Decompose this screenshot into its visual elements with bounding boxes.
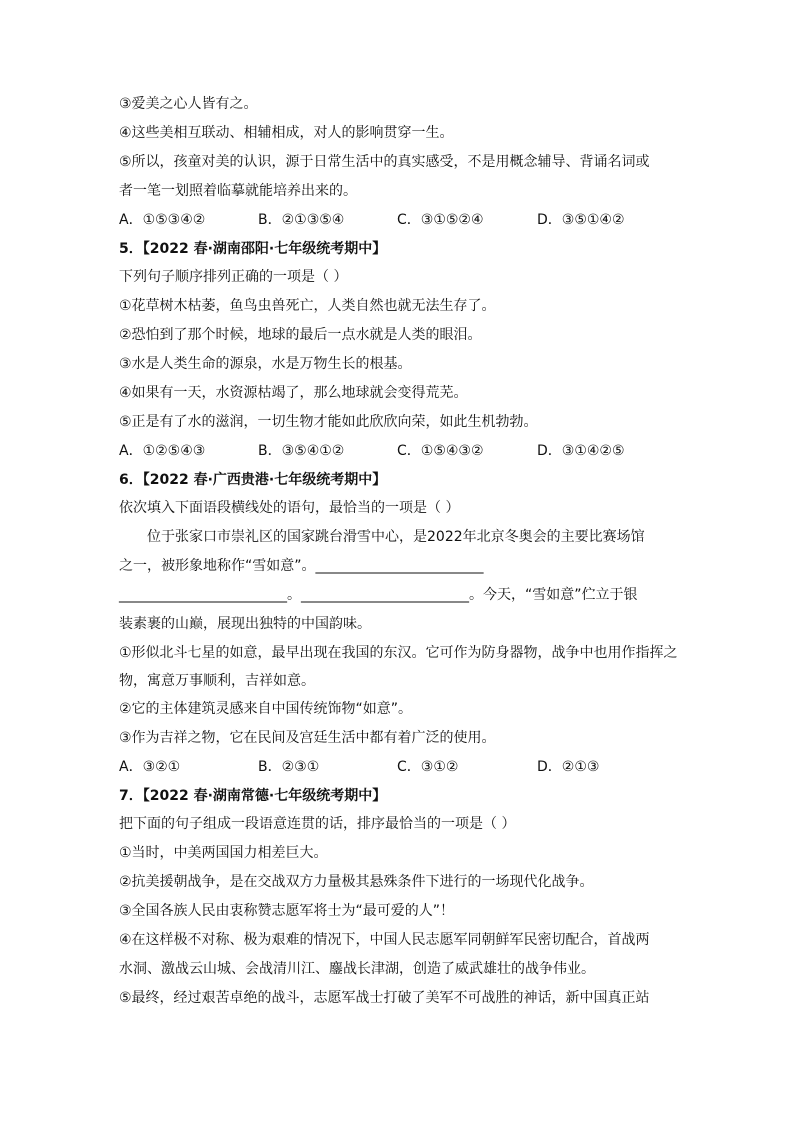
q6-option-a[interactable]: A．③②①	[119, 759, 181, 775]
q5-option-d[interactable]: D．③①④②⑤	[537, 443, 625, 459]
q5-sentence-5: ⑤正是有了水的滋润，一切生物才能如此欣欣向荣，如此生机勃勃。	[119, 414, 538, 430]
q7-prompt: 把下面的句子组成一段语意连贯的话，排序最恰当的一项是（ ）	[119, 816, 516, 832]
q6-passage-line1: 位于张家口市崇礼区的国家跳台滑雪中心，是2022年北京冬奥会的主要比赛场馆	[119, 529, 645, 545]
q6-sentence-2: ②它的主体建筑灵感来自中国传统饰物“如意”。	[119, 701, 413, 717]
q5-option-b[interactable]: B．③⑤④①②	[258, 443, 345, 459]
q6-passage-line2: 之一，被形象地称作“雪如意”。________________________	[119, 558, 484, 574]
q4-option-a[interactable]: A．①⑤③④②	[119, 212, 206, 228]
q7-sentence-1: ①当时，中美两国国力相差巨大。	[119, 845, 328, 861]
q6-option-b[interactable]: B．②③①	[258, 759, 320, 775]
document-page	[119, 90, 679, 1013]
q4-sentence-5-line2: 者一笔一划照着临摹就能培养出来的。	[119, 183, 357, 199]
q5-number: 5．	[119, 241, 143, 257]
q7-sentence-4-line2: 水洞、激战云山城、会战清川江、鏖战长津湖，创造了威武雄壮的战争伟业。	[119, 961, 595, 977]
q7-sentence-3: ③全国各族人民由衷称赞志愿军将士为“最可爱的人”！	[119, 903, 455, 919]
q6-option-c[interactable]: C．③①②	[397, 759, 459, 775]
q5-sentence-4: ④如果有一天，水资源枯竭了，那么地球就会变得荒芜。	[119, 385, 468, 401]
q6-header	[119, 466, 679, 494]
q7-sentence-4-line1: ④在这样极不对称、极为艰难的情况下，中国人民志愿军同朝鲜军民密切配合，首战两	[119, 932, 650, 948]
q6-prompt: 依次填入下面语段横线处的语句，最恰当的一项是（ ）	[119, 500, 460, 516]
q5-prompt: 下列句子顺序排列正确的一项是（ ）	[119, 269, 348, 285]
q4-option-c[interactable]: C．③①⑤②④	[397, 212, 484, 228]
q5-sentence-2: ②恐怕到了那个时候，地球的最后一点水就是人类的眼泪。	[119, 327, 482, 343]
q5-option-c[interactable]: C．①⑤④③②	[397, 443, 484, 459]
q5-option-a[interactable]: A．①②⑤④③	[119, 443, 206, 459]
q5-source: 【2022 春·湖南邵阳·七年级统考期中】	[142, 241, 387, 257]
q4-sentence-5-line1: ⑤所以，孩童对美的认识，源于日常生活中的真实感受，不是用概念辅导、背诵名词或	[119, 154, 650, 170]
q7-header	[119, 782, 679, 810]
q6-sentence-1: ①形似北斗七星的如意，最早出现在我国的东汉。它可作为防身器物，战争中也用作指挥之物，寓意万事顺利，吉祥如意。	[119, 645, 678, 689]
q4-sentence-3: ③爱美之心人皆有之。	[119, 96, 258, 112]
q6-source: 【2022 春·广西贵港·七年级统考期中】	[142, 472, 387, 488]
q4-option-d[interactable]: D．③⑤①④②	[537, 212, 625, 228]
q7-number: 7．	[119, 788, 143, 804]
q6-sentence-3: ③作为吉祥之物，它在民间及宫廷生活中都有着广泛的使用。	[119, 730, 496, 746]
q4-option-b[interactable]: B．②①③⑤④	[258, 212, 345, 228]
q6-option-d[interactable]: D．②①③	[537, 759, 600, 775]
q5-header	[119, 235, 679, 263]
q6-passage-line3: ________________________。________________________。今天，“雪如意”伫立于银	[119, 587, 638, 603]
q5-sentence-3: ③水是人类生命的源泉，水是万物生长的根基。	[119, 356, 412, 372]
q4-sentence-4: ④这些美相互联动、相辅相成，对人的影响贯穿一生。	[119, 125, 454, 141]
q6-number: 6．	[119, 472, 143, 488]
q7-sentence-2: ②抗美援朝战争，是在交战双方力量极其悬殊条件下进行的一场现代化战争。	[119, 874, 594, 890]
q5-sentence-1: ①花草树木枯萎，鱼鸟虫兽死亡，人类自然也就无法生存了。	[119, 298, 496, 314]
q6-passage-line4: 装素裹的山巅，展现出独特的中国韵味。	[119, 616, 371, 632]
q4-options	[119, 206, 679, 235]
q5-options	[119, 437, 679, 466]
q7-sentence-5: ⑤最终，经过艰苦卓绝的战斗，志愿军战士打破了美军不可战胜的神话，新中国真正站	[119, 990, 650, 1006]
q6-options	[119, 753, 679, 782]
q7-source: 【2022 春·湖南常德·七年级统考期中】	[142, 788, 387, 804]
